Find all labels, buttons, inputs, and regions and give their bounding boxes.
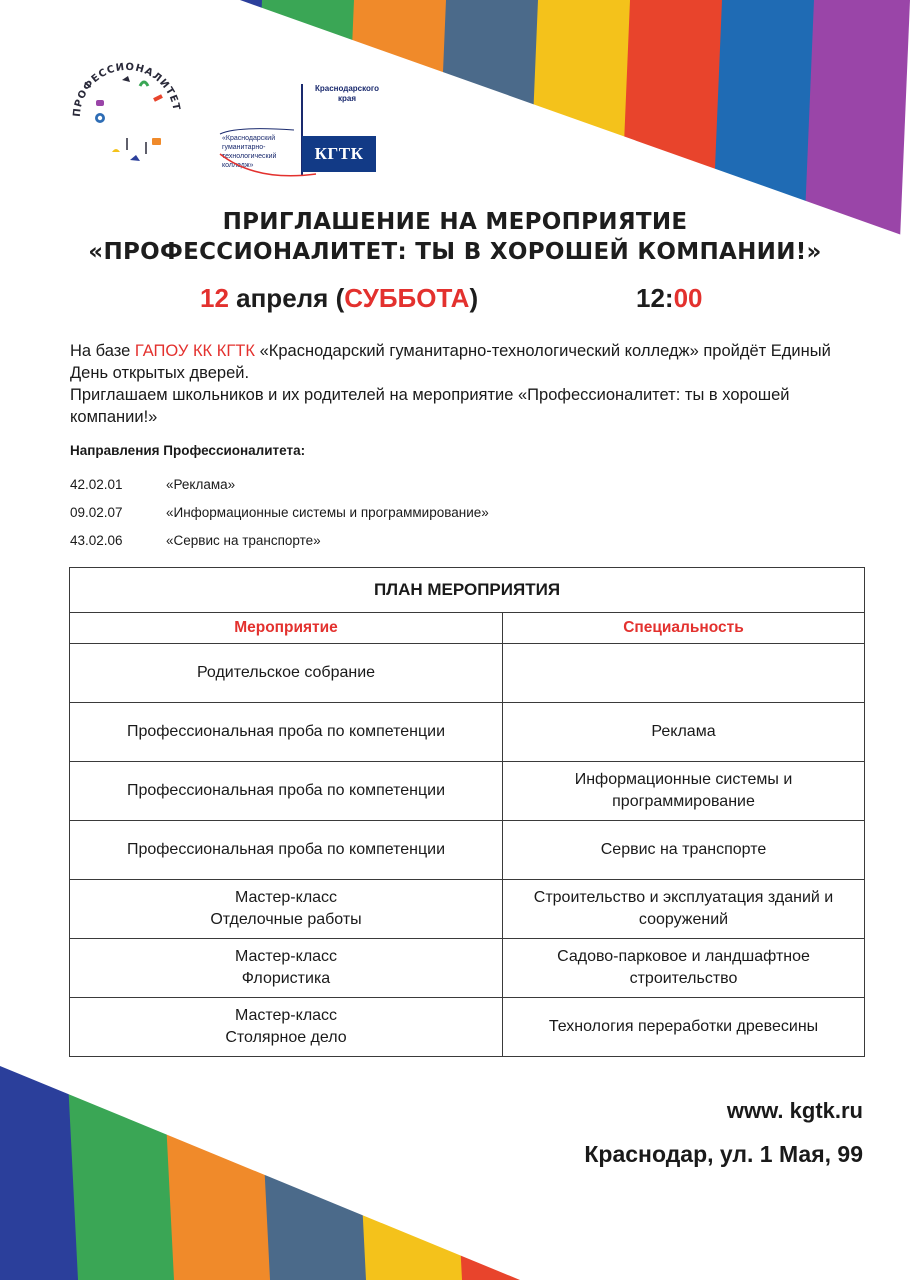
- cell-line: Профессиональная проба по компетенции: [126, 841, 446, 858]
- table-row: [70, 821, 865, 880]
- table-row: [70, 880, 865, 939]
- intro-text: [70, 340, 870, 428]
- direction-name: «Сервис на транспорте»: [166, 532, 321, 548]
- cell-event: [70, 762, 503, 821]
- event-date: [200, 283, 478, 314]
- intro-paragraph-1: [70, 340, 870, 384]
- table-row: [70, 644, 865, 703]
- kgtk-logo: [222, 84, 392, 184]
- time-sep: :: [664, 283, 674, 313]
- cell-line: Родительское собрание: [196, 664, 376, 681]
- kgtk-region-line2: края: [337, 94, 356, 103]
- cell-event: [70, 880, 503, 939]
- cell-specialty: [503, 880, 865, 939]
- cell-line: Профессиональная проба по компетенции: [126, 782, 446, 799]
- cell-line: Столярное дело: [225, 1029, 347, 1046]
- cell-line: Садово-парковое и ландшафтное: [557, 948, 810, 965]
- cell-event: [70, 703, 503, 762]
- cell-event: [70, 644, 503, 703]
- kgtk-college-line1: «Краснодарский: [222, 135, 276, 142]
- cell-specialty: [503, 939, 865, 998]
- table-row: [70, 703, 865, 762]
- intro-p1-after: «Краснодарский гуманитарно-технологический колледж» пройдёт Единый День открытых дверей.: [70, 342, 831, 382]
- cell-line: Сервис на транспорте: [600, 841, 767, 858]
- date-close: ): [469, 283, 479, 313]
- intro-p1-before: На базе: [70, 342, 135, 360]
- cell-event: [70, 821, 503, 880]
- kgtk-college-line3: технологический: [222, 153, 277, 160]
- table-row: [70, 762, 865, 821]
- intro-paragraph-2: Приглашаем школьников и их родителей на мероприятие «Профессионалитет: ты в хорошей компании!»: [70, 386, 790, 426]
- date-month: апреля (: [228, 283, 345, 313]
- kgtk-college-line2: гуманитарно-: [222, 144, 266, 151]
- direction-name: «Информационные системы и программирование»: [166, 504, 489, 520]
- cell-line: Профессиональная проба по компетенции: [126, 723, 446, 740]
- cell-line: строительство: [629, 970, 738, 987]
- time-hours: 12: [636, 283, 665, 313]
- title-line2: «ПРОФЕССИОНАЛИТЕТ: ТЫ В ХОРОШЕЙ КОМПАНИИ!»: [88, 239, 822, 265]
- cell-line: Технология переработки древесины: [548, 1018, 819, 1035]
- professionalitet-logo-text: ПРОФЕССИОНАЛИТЕТ: [71, 61, 182, 118]
- cell-line: программирование: [612, 793, 755, 810]
- date-weekday: СУББОТА: [344, 283, 470, 313]
- kgtk-region-line1: Краснодарского: [314, 84, 380, 93]
- direction-name: «Реклама»: [166, 476, 236, 492]
- column-header-specialty: Специальность: [503, 613, 865, 644]
- event-time: [636, 283, 703, 314]
- time-minutes: 00: [673, 283, 703, 313]
- date-day: 12: [200, 283, 229, 313]
- cell-specialty: [503, 998, 865, 1057]
- cell-line: Флористика: [241, 970, 331, 987]
- direction-item: [70, 526, 489, 554]
- direction-code: 42.02.01: [70, 476, 123, 492]
- cell-specialty: [503, 762, 865, 821]
- website-url[interactable]: www. kgtk.ru: [726, 1098, 863, 1123]
- cell-specialty: [503, 821, 865, 880]
- table-row: [70, 939, 865, 998]
- svg-text:ПРОФЕССИОНАЛИТЕТ: [72, 62, 182, 118]
- cell-line: Отделочные работы: [210, 911, 362, 928]
- cell-line: Строительство и эксплуатация зданий и: [533, 889, 834, 906]
- intro-p1-org: ГАПОУ КК КГТК: [134, 342, 255, 360]
- direction-code: 09.02.07: [70, 504, 123, 520]
- cell-line: Мастер-класс: [234, 1007, 338, 1024]
- directions-title: Направления Профессионалитета:: [70, 443, 306, 458]
- cell-specialty: [503, 703, 865, 762]
- title-line1: ПРИГЛАШЕНИЕ НА МЕРОПРИЯТИЕ: [222, 209, 688, 235]
- direction-item: [70, 498, 489, 526]
- table-row: [70, 998, 865, 1057]
- kgtk-region: [304, 84, 390, 104]
- cell-event: [70, 939, 503, 998]
- cell-line: Информационные системы и: [574, 771, 793, 788]
- cell-event: [70, 998, 503, 1057]
- cell-line: Мастер-класс: [234, 889, 338, 906]
- kgtk-abbr: КГТК: [302, 136, 376, 172]
- kgtk-college-line4: колледж»: [222, 162, 254, 169]
- directions-list: [70, 470, 489, 554]
- direction-item: [70, 470, 489, 498]
- direction-code: 43.02.06: [70, 532, 123, 548]
- address: Краснодар, ул. 1 Мая, 99: [584, 1141, 863, 1167]
- cell-specialty: [503, 644, 865, 703]
- plan-table: [69, 567, 864, 1057]
- cell-line: сооружений: [638, 911, 729, 928]
- cell-line: Мастер-класс: [234, 948, 338, 965]
- stripe: [804, 0, 910, 240]
- plan-title: ПЛАН МЕРОПРИЯТИЯ: [70, 568, 865, 613]
- cell-line: Реклама: [651, 723, 716, 740]
- column-header-event: Мероприятие: [70, 613, 503, 644]
- professionalitet-logo: [52, 42, 202, 192]
- page-title: [0, 207, 910, 267]
